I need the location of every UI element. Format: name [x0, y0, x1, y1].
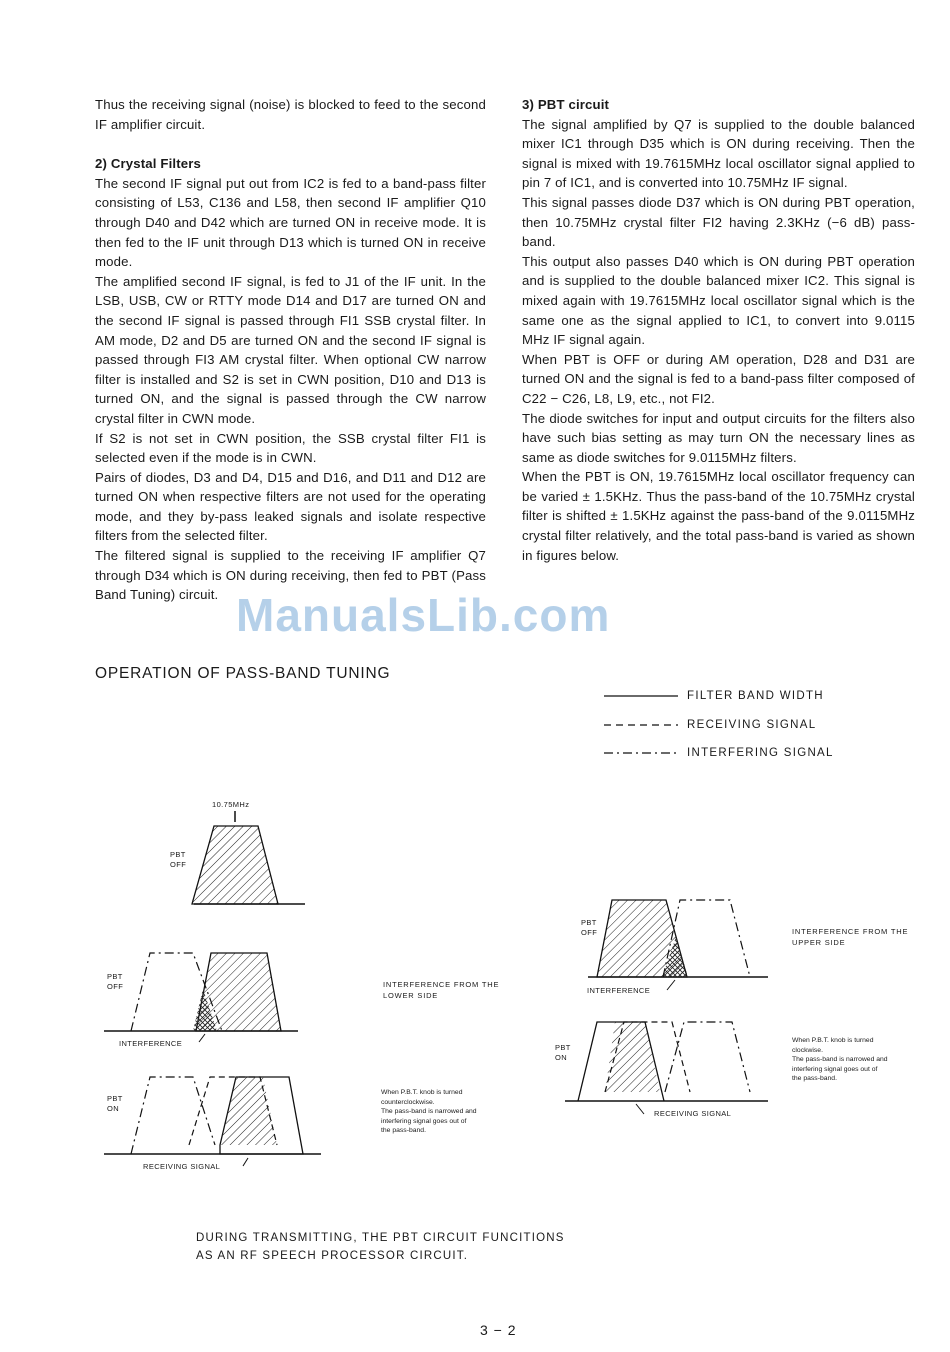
- diagram-interference-upper: [588, 900, 768, 990]
- pbt-on-label: PBT ON: [107, 1094, 123, 1113]
- paragraph: This signal passes diode D37 which is ON during PBT operation, then 10.75MHz crystal filter FI2 having 2.3KHz (−6 dB) pass-band.: [522, 194, 915, 250]
- paragraph: When PBT is OFF or during AM operation, D28 and D31 are turned ON and the signal is fed to a band-pass filter composed of C22 − C26, L8, L9, etc., not FI2.: [522, 351, 915, 406]
- paragraph: The filtered signal is supplied to the receiving IF amplifier Q7 through D34 which is ON during receiving, then fed to PBT (Pass Band Tuning) circuit.: [95, 548, 486, 603]
- interference-label: INTERFERENCE: [587, 986, 651, 995]
- note-clockwise: When P.B.T. knob is turned clockwise. The pass-band is narrowed and interfering signal goes out of the pass-band.: [792, 1037, 888, 1082]
- intro-paragraph: Thus the receiving signal (noise) is blocked to feed to the second IF amplifier circuit.: [95, 97, 486, 132]
- receiving-signal-label: RECEIVING SIGNAL: [143, 1162, 221, 1171]
- diagram-pbt-ccw: [104, 1077, 321, 1166]
- footer-note: DURING TRANSMITTING, THE PBT CIRCUIT FUNCITIONS AS AN RF SPEECH PROCESSOR CIRCUIT.: [196, 1232, 565, 1262]
- legend-label: RECEIVING SIGNAL: [687, 719, 817, 731]
- interference-label: INTERFERENCE: [119, 1039, 183, 1048]
- paragraph: The second IF signal put out from IC2 is fed to a band-pass filter consisting of L53, C136 and L58, then second IF amplifier Q10 through D40 and D42 which are turned ON in receive mode. It is then fed to the IF unit through D13 which is turned ON in receive mode.: [95, 175, 486, 270]
- page-number: 3 − 2: [480, 1322, 517, 1338]
- paragraph: The amplified second IF signal, is fed to J1 of the IF unit. In the LSB, USB, CW or RTTY mode D14 and D17 are turned ON and the second IF signal is passed through FI1 SSB crystal filter. In AM mode, D2 and D5 are turned ON and the second IF signal is passed through FI3 AM crystal filter. When optional CW narrow filter is installed and S2 is set in CWN position, D10 and D13 is turned ON, and the signal is passed through the CW narrow crystal filter in CWN mode.: [95, 273, 486, 426]
- paragraph: This output also passes D40 which is ON during PBT operation and is supplied to the double balanced mixer IC2. This signal is mixed again with 19.7615MHz local oscillator signal which is the same one as the signal applied to IC1, to convert into 9.0115 MHz IF signal again.: [522, 253, 915, 348]
- pbt-on-label: PBT ON: [555, 1043, 571, 1062]
- watermark: ManualsLib.com: [236, 589, 611, 641]
- pbt-off-label: PBT OFF: [581, 918, 598, 937]
- diagram-pbt-off: [192, 811, 305, 904]
- diagram-pbt-cw: [565, 1022, 768, 1114]
- pbt-off-label: PBT OFF: [170, 850, 187, 869]
- paragraph: The diode switches for input and output circuits for the filters also have such bias setting as may turn ON the necessary lines as same as diode switches for 9.0115MHz filters.: [522, 410, 915, 465]
- pbt-circuit-heading: 3) PBT circuit: [522, 97, 610, 112]
- crystal-filters-heading: 2) Crystal Filters: [95, 156, 202, 172]
- note-upper-side: INTERFERENCE FROM THE UPPER SIDE: [792, 927, 909, 947]
- paragraph: The signal amplified by Q7 is supplied to the double balanced mixer IC1 through D35 which is ON during receiving. Then the signal is mixed with 19.7615MHz local oscillator signal applied to pin 7 of IC1, and is converted into 10.75MHz IF signal.: [522, 116, 915, 191]
- paragraph: Pairs of diodes, D3 and D4, D15 and D16, and D11 and D12 are turned ON when respective filters are not used for the operating mode, and they by-pass leaked signals and isolate respective filters from the selected filter.: [95, 469, 486, 544]
- freq-label: 10.75MHz: [212, 800, 250, 809]
- paragraph: When the PBT is ON, 19.7615MHz local oscillator frequency can be varied ± 1.5KHz. Thus the pass-band of the 10.75MHz crystal filter is shifted ± 1.5KHz against the pass-band of the 9.0115MHz crystal filter relatively, and the total pass-band is varied as shown in figures below.: [522, 469, 915, 563]
- figure-title: OPERATION OF PASS-BAND TUNING: [95, 665, 391, 682]
- legend-label: FILTER BAND WIDTH: [687, 690, 824, 702]
- paragraph: If S2 is not set in CWN position, the SSB crystal filter FI1 is selected even if the mode is in CWN.: [95, 430, 486, 466]
- receiving-signal-label: RECEIVING SIGNAL: [654, 1109, 732, 1118]
- note-counterclockwise: When P.B.T. knob is turned counterclockwise. The pass-band is narrowed and interfering signal goes out of the pass-band.: [381, 1089, 477, 1134]
- diagram-interference-lower: [104, 953, 298, 1042]
- note-lower-side: INTERFERENCE FROM THE LOWER SIDE: [383, 980, 500, 1000]
- legend-label: INTERFERING SIGNAL: [687, 747, 834, 759]
- pbt-off-label: PBT OFF: [107, 972, 124, 991]
